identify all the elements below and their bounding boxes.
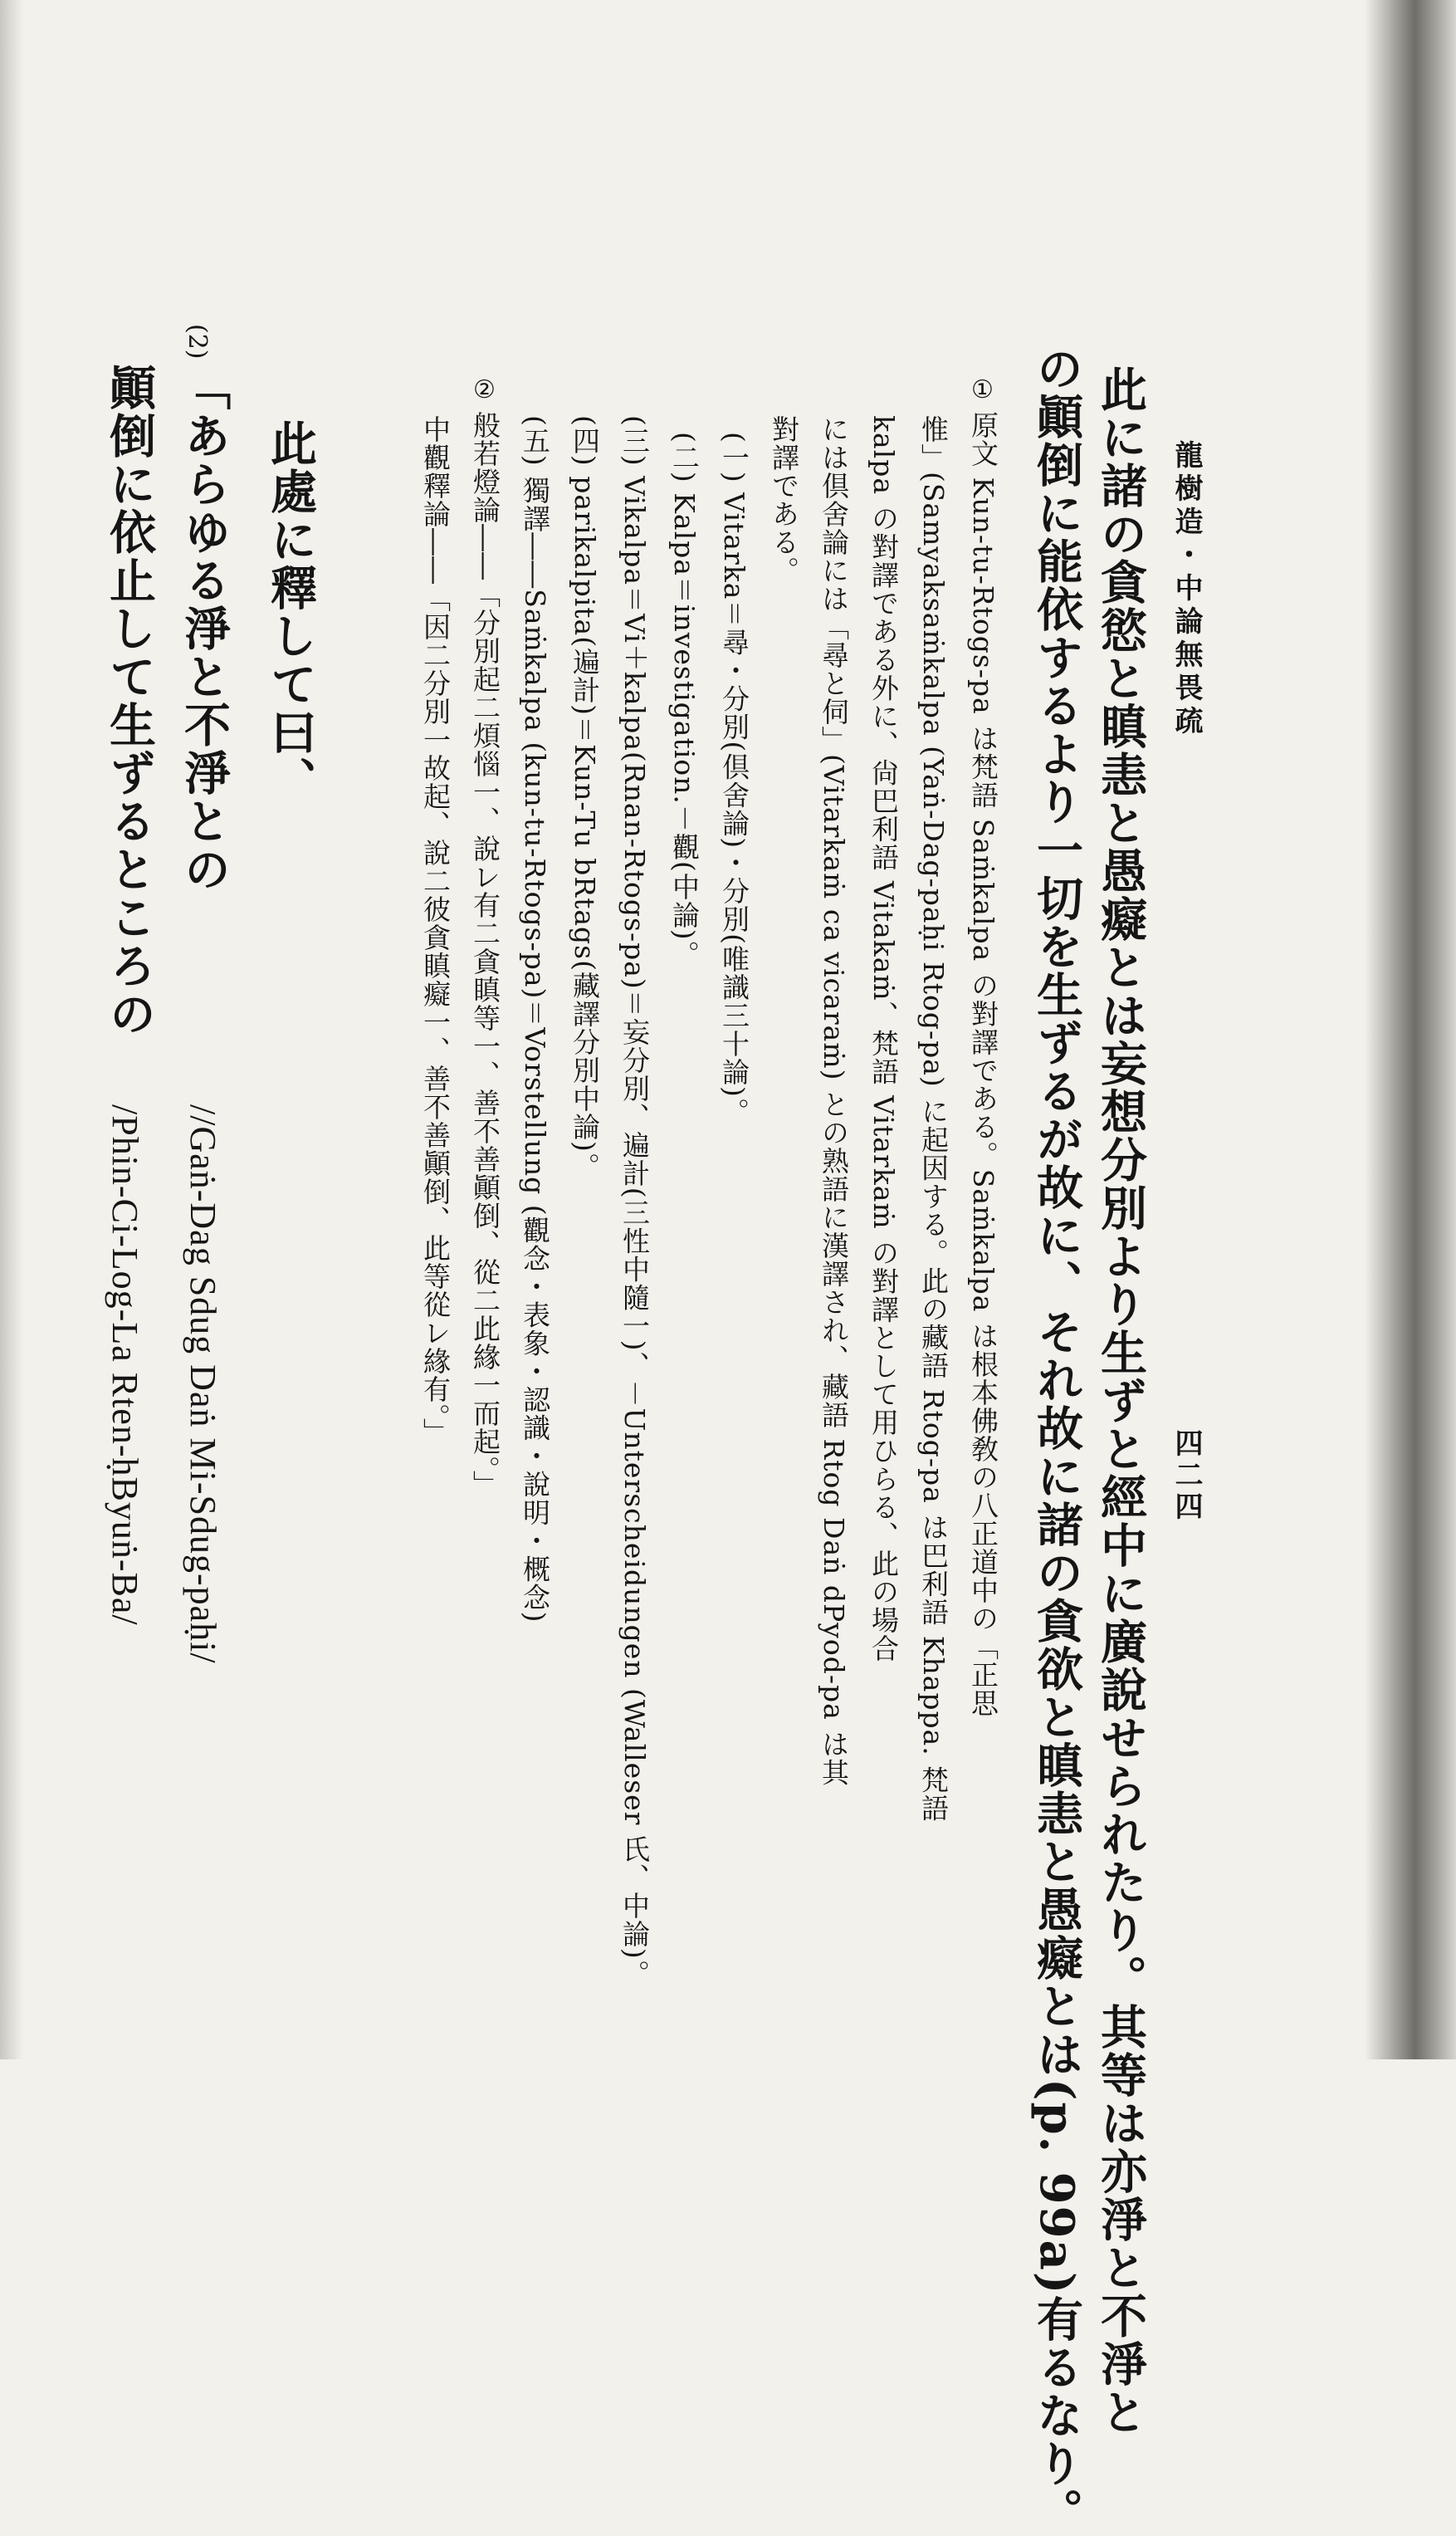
enumerated-note-1: (一) Vitarka＝尋・分別(倶舍論)・分別(唯識三十論)。 xyxy=(718,432,750,1126)
note-marker-2: ② xyxy=(470,375,499,404)
commentary-ref-marker: (2) xyxy=(183,324,212,360)
main-text-line-1: 此に諸の貪慾と瞋恚と愚癡とは妄想分別より生ずと經中に廣說せられたり。其等は亦淨と不淨と xyxy=(1093,365,1148,2436)
enumerated-note-5: (五) 獨譯――Saṁkalpa (kun-tu-Rtogs-pa)＝Vorstellung (觀念・表象・認識・說明・概念) xyxy=(519,415,551,1623)
running-title: 龍樹造・中論無畏疏 xyxy=(1170,440,1203,739)
note-marker-1: ① xyxy=(968,375,997,404)
main-text-line-2: の顚倒に能依するより一切を生ずるが故に、それ故に諸の貪欲と瞋恚と愚癡とは(p. 99a)有るなり。 xyxy=(1029,345,1084,2536)
commentary-intro: 此處に釋して曰、 xyxy=(263,419,318,805)
commentary-line-2: 顚倒に依止して生ずるところの xyxy=(102,364,157,1038)
note1-line-4: には倶舍論には「尋と伺」(Vitarkaṁ ca vicaraṁ) との熟語に漢譯され、藏語 Rtog Daṅ dPyod-pa は其 xyxy=(818,415,850,1787)
commentary-line-1: 「あらゆる淨と不淨との xyxy=(177,364,232,893)
scan-left-shadow xyxy=(0,0,23,2059)
tibetan-verse-line-1: //Gaṅ-Dag Sdug Daṅ Mi-Sdug-paḥi/ xyxy=(183,1104,223,1664)
book-binding-edge xyxy=(1365,0,1456,2059)
page-number: 四二四 xyxy=(1170,1428,1203,1523)
note1-line-3: kalpa の對譯である外に、尙巴利語 Vitakaṁ、梵語 Vitarkaṁ の對譯として用ひらる、此の場合 xyxy=(867,415,900,1663)
note1-line-5: 對譯である。 xyxy=(768,415,800,585)
enumerated-note-3: (三) Vikalpa＝Vi＋kalpa(Rnan-Rtogs-pa)＝妄分別、遍計(三性中隨一)、－Unterscheidungen (Walleser 氏、中論)。 xyxy=(618,415,651,1988)
tibetan-verse-line-2: /Phin-Ci-Log-La Rten-ḥByuṅ-Ba/ xyxy=(105,1104,145,1626)
note2-line-1: 般若燈論――「分別起二煩惱一、說レ有二貪瞋等一、善不善顚倒、從二此緣一而起。」 xyxy=(469,411,501,1499)
note1-line-2: 惟」(Samyaksaṁkalpa (Yaṅ-Dag-paḥi Rtog-pa) に起因する。此の藏語 Rtog-pa は巴利語 Khappa. 梵語 xyxy=(917,415,950,1823)
note2-line-2: 中觀釋論――「因二分別一故起、說二彼貪瞋癡一、善不善顚倒、此等從レ緣有。」 xyxy=(419,415,452,1447)
note1-line-1: 原文 Kun-tu-Rtogs-pa は梵語 Saṁkalpa の對譯である。Saṁkalpa は根本佛敎の八正道中の「正思 xyxy=(967,411,999,1717)
enumerated-note-4: (四) parikalpita(遍計)＝Kun-Tu bRtags(藏譯分別中論)。 xyxy=(569,415,601,1181)
enumerated-note-2: (二) Kalpa＝investigation.－觀(中論)。 xyxy=(668,432,701,969)
